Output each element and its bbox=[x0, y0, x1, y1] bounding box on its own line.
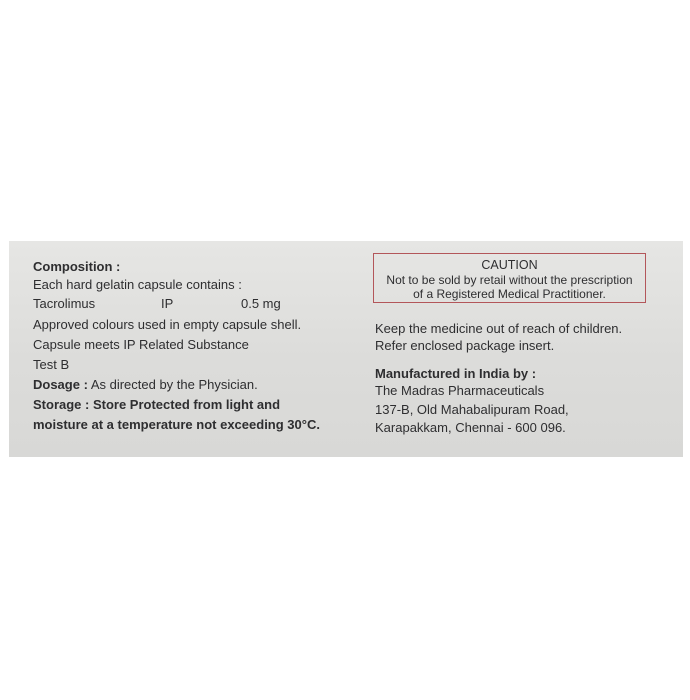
dosage-label: Dosage : bbox=[33, 377, 88, 392]
caution-line-1: Not to be sold by retail without the prescription bbox=[386, 273, 633, 287]
caution-line-2: of a Registered Medical Practitioner. bbox=[413, 287, 606, 301]
caution-title: CAUTION bbox=[481, 258, 538, 272]
composition-capsule-line: Each hard gelatin capsule contains : bbox=[33, 277, 242, 292]
composition-heading: Composition : bbox=[33, 259, 121, 274]
storage-line-2: moisture at a temperature not exceeding 30°C. bbox=[33, 417, 320, 432]
dosage-line bbox=[33, 378, 258, 391]
colours-note: Approved colours used in empty capsule shell. bbox=[33, 317, 302, 332]
manufacturer-address-1: 137-B, Old Mahabalipuram Road, bbox=[375, 402, 569, 417]
manufacturer-address-2: Karapakkam, Chennai - 600 096. bbox=[375, 420, 566, 435]
keep-away-note: Keep the medicine out of reach of children. bbox=[375, 321, 623, 336]
ingredient-standard: IP bbox=[161, 296, 174, 311]
manufacturer-heading: Manufactured in India by : bbox=[375, 366, 537, 381]
test-note: Test B bbox=[33, 357, 70, 372]
ingredient-quantity: 0.5 mg bbox=[241, 296, 281, 311]
ingredient-name: Tacrolimus bbox=[33, 296, 96, 311]
storage-line-1: Storage : Store Protected from light and bbox=[33, 397, 281, 412]
package-insert-note: Refer enclosed package insert. bbox=[375, 338, 555, 353]
manufacturer-name: The Madras Pharmaceuticals bbox=[375, 383, 545, 398]
dosage-text: As directed by the Physician. bbox=[90, 377, 258, 392]
caution-box bbox=[373, 253, 646, 303]
substance-note: Capsule meets IP Related Substance bbox=[33, 337, 249, 352]
carton-side-panel bbox=[9, 241, 683, 457]
